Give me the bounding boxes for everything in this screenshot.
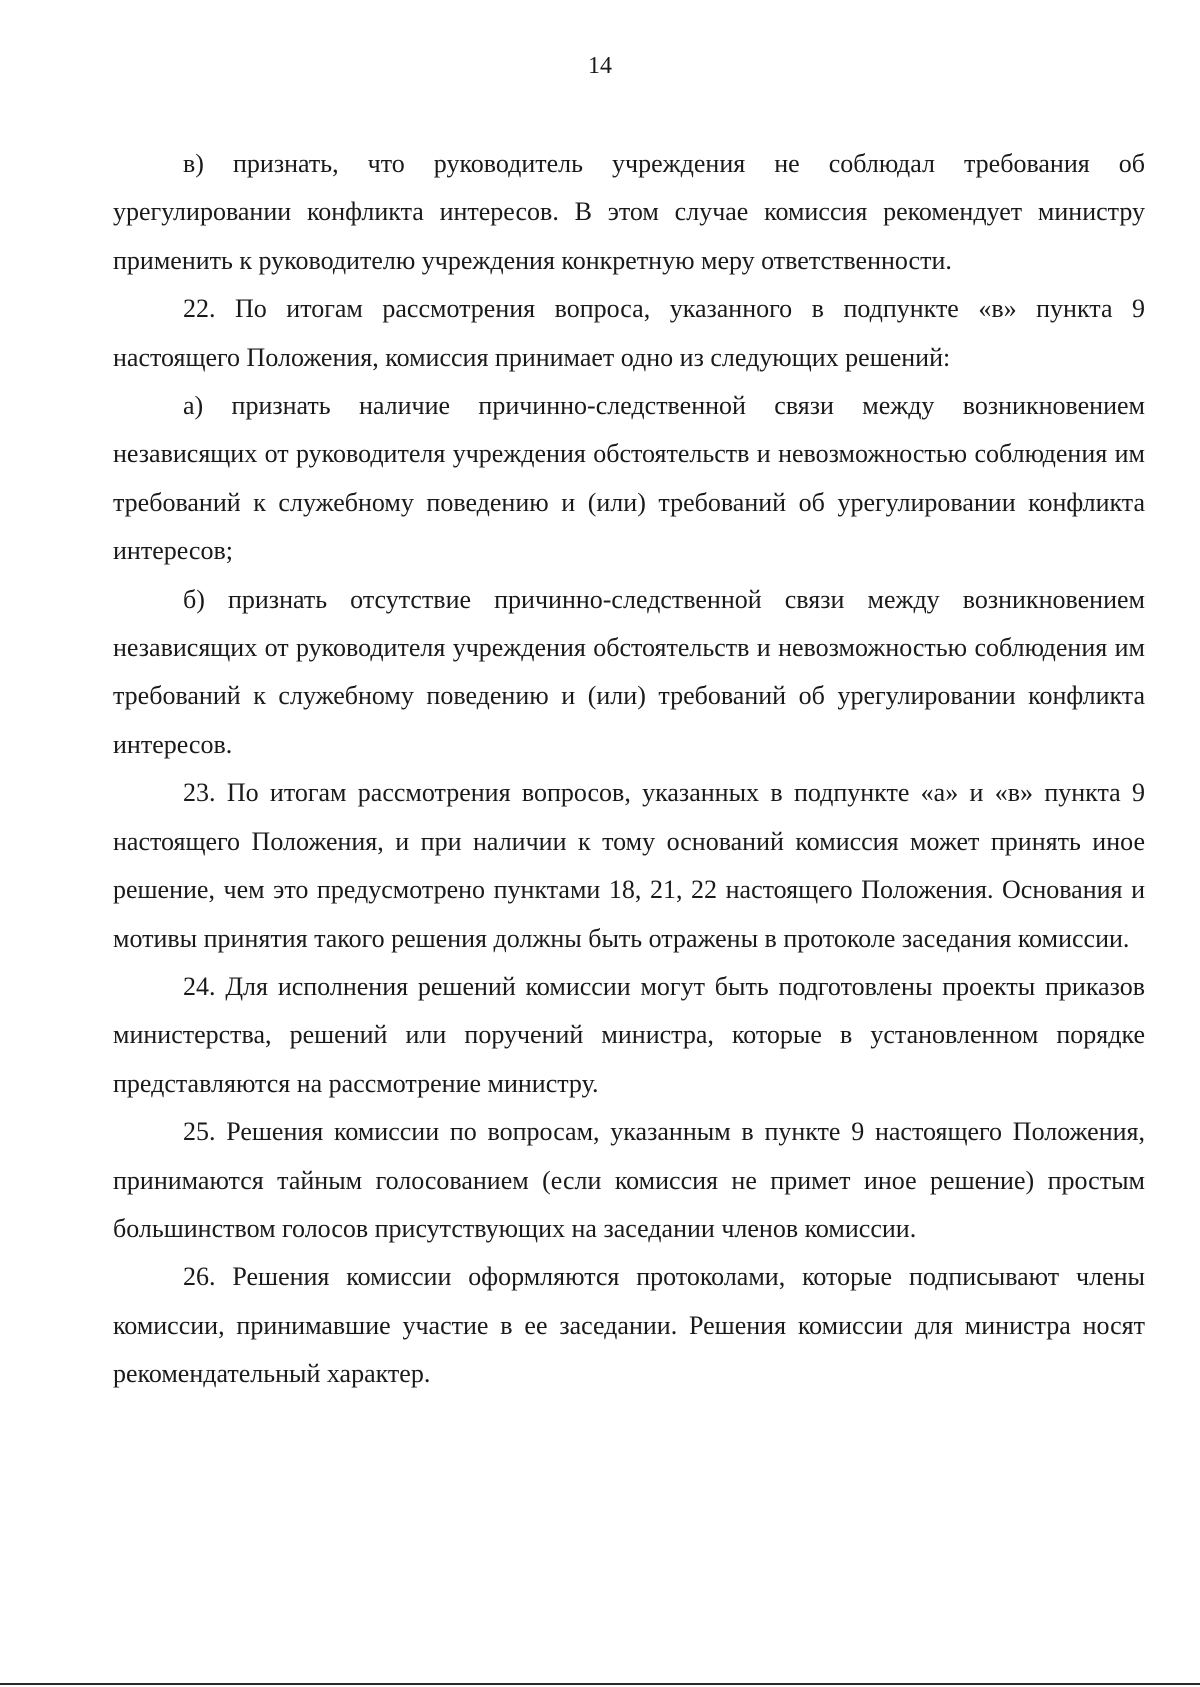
paragraph-23: 23. По итогам рассмотрения вопросов, указанных в подпункте «а» и «в» пункта 9 настоящего Положения, и при наличии к тому оснований комиссия может принять иное решение, чем это предусмотрено пунктами 18, 21, 22 настоящего Положения. Основания и мотивы принятия такого решения должны быть отражены в протоколе заседания комиссии.: [113, 778, 1145, 953]
paragraph-21v: в) признать, что руководитель учреждения не соблюдал требования об урегулировании конфликта интересов. В этом случае комиссия рекомендует министру применить к руководителю учреждения конкретную меру ответственности.: [113, 149, 1145, 275]
paragraph-22b: б) признать отсутствие причинно-следственной связи между возникновением независящих от руководителя учреждения обстоятельств и невозможностью соблюдения им требований к служебному поведению и (или) требований об урегулировании конфликта интересов.: [113, 584, 1145, 759]
paragraph-22: 22. По итогам рассмотрения вопроса, указанного в подпункте «в» пункта 9 настоящего Положения, комиссия принимает одно из следующих решений:: [113, 294, 1145, 372]
paragraph-24: 24. Для исполнения решений комиссии могут быть подготовлены проекты приказов министерства, решений или поручений министра, которые в установленном порядке представляются на рассмотрение министру.: [113, 971, 1145, 1098]
paragraph-25: 25. Решения комиссии по вопросам, указанным в пункте 9 настоящего Положения, принимаются тайным голосованием (если комиссия не примет иное решение) простым большинством голосов присутствующих на заседании членов комиссии.: [113, 1117, 1145, 1243]
document-body: [113, 140, 1145, 1399]
bottom-rule: [0, 1683, 1200, 1685]
page-number: 14: [588, 53, 612, 79]
paragraph-22a: а) признать наличие причинно-следственной связи между возникновением независящих от руководителя учреждения обстоятельств и невозможностью соблюдения им требований к служебному поведению и (или) требований об урегулировании конфликта интересов;: [113, 391, 1145, 566]
paragraph-26: 26. Решения комиссии оформляются протоколами, которые подписывают члены комиссии, принимавшие участие в ее заседании. Решения комиссии для министра носят рекомендательный характер.: [113, 1262, 1145, 1389]
